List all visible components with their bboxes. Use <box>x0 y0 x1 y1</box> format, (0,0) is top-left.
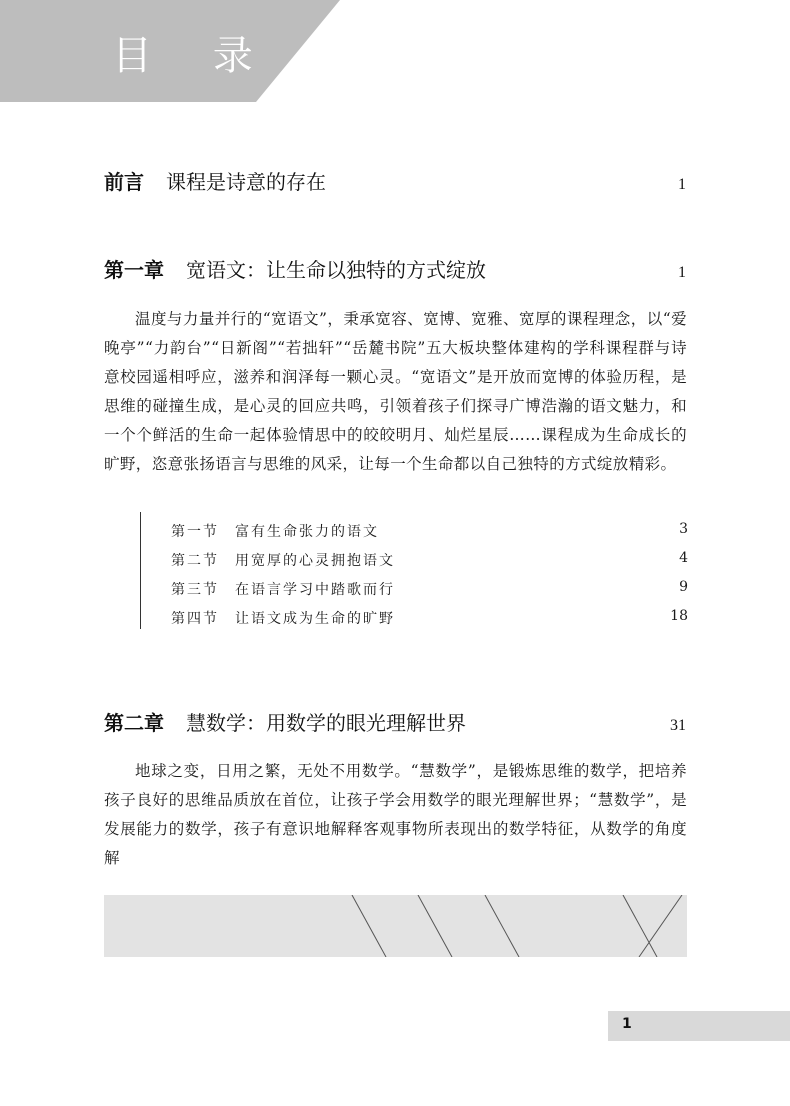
chapter-1-title: 宽语文：让生命以独特的方式绽放 <box>186 258 486 282</box>
preface-page: 1 <box>678 176 686 193</box>
section-title: 用宽厚的心灵拥抱语文 <box>235 553 395 569</box>
summary-line: 子良好的思维品质放在首位，让孩子学会用数学的眼光理解世界；“慧数学”，是发 <box>104 791 687 838</box>
section-label: 第一节 <box>171 524 219 540</box>
chapter-2-summary <box>104 757 687 873</box>
toc-section[interactable] <box>171 579 688 599</box>
section-title: 让语文成为生命的旷野 <box>235 611 395 627</box>
chapter-2-title: 慧数学：用数学的眼光理解世界 <box>186 711 466 735</box>
summary-line: 的旷野，恣意张扬语言与思维的风采，让每一个生命都以自己独特的方式绽放 <box>104 426 687 473</box>
preface-label: 前言 <box>104 170 144 194</box>
chapter-1-section-list <box>140 512 688 629</box>
section-title: 富有生命张力的语文 <box>235 524 379 540</box>
summary-line: 亭”“力韵台”“日新阁”“若拙轩”“岳麓书院”五大板块整体建构的学科课程群与诗 <box>120 339 688 357</box>
toc-preface[interactable] <box>104 166 686 195</box>
section-label: 第四节 <box>171 611 219 627</box>
section-label: 第二节 <box>171 553 219 569</box>
chapter-2-label: 第二章 <box>104 711 164 735</box>
section-page: 3 <box>679 521 688 537</box>
chapter-1-label: 第一章 <box>104 258 164 282</box>
toc-section[interactable] <box>171 608 688 628</box>
chapter-2-page: 31 <box>670 717 686 734</box>
chapter-1-page: 1 <box>678 264 686 281</box>
page-title: 目 录 <box>112 33 277 79</box>
section-page: 18 <box>670 608 688 624</box>
section-page: 9 <box>679 579 688 595</box>
summary-line: 温度与力量并行的“宽语文”，秉承宽容、宽博、宽雅、宽厚的课程理念，以“爱晚 <box>104 310 687 357</box>
page-number: 1 <box>622 1016 632 1032</box>
footer-band <box>608 1011 790 1041</box>
section-title: 在语言学习中踏歌而行 <box>235 582 395 598</box>
section-label: 第三节 <box>171 582 219 598</box>
summary-line: 精彩。 <box>628 455 677 473</box>
toc-section[interactable] <box>171 521 688 541</box>
summary-line: 思维的碰撞生成，是心灵的回应共鸣，引领着孩子们探寻广博浩瀚的语文魅力，和 <box>104 397 687 415</box>
toc-chapter-2[interactable] <box>104 707 686 736</box>
section-page: 4 <box>679 550 688 566</box>
chapter-1-summary <box>104 305 687 479</box>
summary-line: 展能力的数学，孩子有意识地解释客观事物所表现出的数学特征，从数学的角度解 <box>104 820 687 867</box>
summary-line: 地球之变，日用之繁，无处不用数学。“慧数学”，是锻炼思维的数学，把培养孩 <box>104 762 687 809</box>
decorative-band <box>104 895 687 957</box>
toc-section[interactable] <box>171 550 688 570</box>
summary-line: 意校园遥相呼应，滋养和润泽每一颗心灵。“宽语文”是开放而宽博的体验历程，是 <box>104 368 687 386</box>
toc-chapter-1[interactable] <box>104 254 686 283</box>
summary-line: 一个个鲜活的生命一起体验情思中的皎皎明月、灿烂星辰……课程成为生命成长 <box>104 426 672 444</box>
preface-title: 课程是诗意的存在 <box>166 170 326 194</box>
